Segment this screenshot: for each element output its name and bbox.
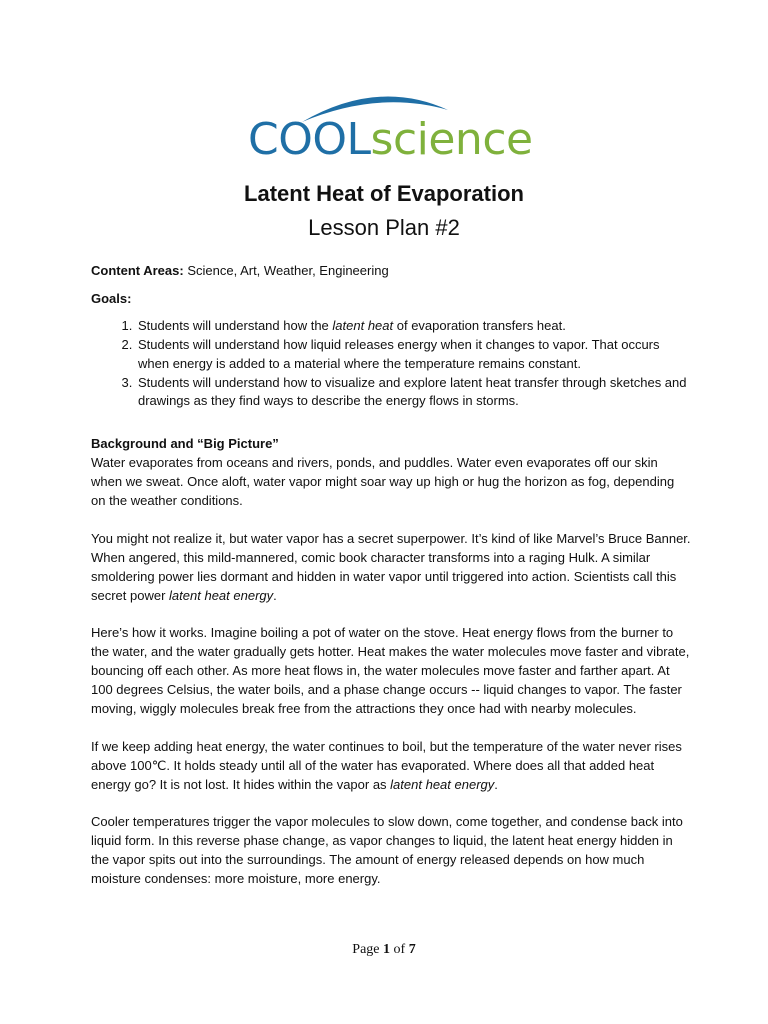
background-paragraph-1: Water evaporates from oceans and rivers, ponds, and puddles. Water even evaporates off our skin when we sweat. Once aloft, water vapor might soar way up high or hug the horizon as fog, depending on the weather conditions. bbox=[91, 455, 675, 509]
total-pages-number: 7 bbox=[408, 942, 416, 957]
goal-1-text-pre: Students will understand how the bbox=[138, 317, 333, 333]
current-page-number: 1 bbox=[383, 942, 391, 957]
page-footer bbox=[0, 942, 768, 958]
document-body bbox=[91, 262, 691, 889]
background-paragraph-3: Here’s how it works. Imagine boiling a pot of water on the stove. Heat energy flows from the burner to the water, and the water gradually gets hotter. Heat makes the water molecules move faster and vibrate, bouncing off each other. As more heat flows in, the water molecules move faster and farther apart. At 100 degrees Celsius, the water boils, and a phase change occurs -- liquid changes to vapor. The faster moving, wiggly molecules break free from the attractions they once had with nearby molecules. bbox=[91, 625, 690, 716]
goal-item bbox=[136, 336, 691, 374]
background-paragraph-5: Cooler temperatures trigger the vapor molecules to slow down, come together, and condense back into liquid form. In this reverse phase change, as vapor changes to liquid, the latent heat energy hidden in the vapor spits out into the surroundings. The amount of energy released depends on how much moisture condenses: more moisture, more energy. bbox=[91, 814, 683, 887]
content-areas-line bbox=[91, 262, 691, 281]
paragraph-2-end: . bbox=[273, 587, 277, 603]
paragraph-2-emphasis: latent heat energy bbox=[169, 587, 274, 603]
goal-1-text-post: of evaporation transfers heat. bbox=[393, 317, 566, 333]
goal-1-emphasis: latent heat bbox=[332, 317, 394, 333]
content-areas-value: Science, Art, Weather, Engineering bbox=[183, 263, 389, 278]
background-heading: Background and “Big Picture” bbox=[91, 436, 279, 452]
goals-list bbox=[91, 317, 691, 412]
paragraph-4-emphasis: latent heat energy bbox=[390, 776, 495, 792]
document-title: Latent Heat of Evaporation bbox=[244, 181, 524, 206]
of-word: of bbox=[390, 942, 409, 957]
paragraph-4-end: . bbox=[494, 776, 498, 792]
logo-cool-text: COOL bbox=[248, 114, 371, 165]
background-paragraph-2 bbox=[91, 530, 691, 606]
content-areas-label: Content Areas: bbox=[91, 263, 184, 278]
document-subtitle: Lesson Plan #2 bbox=[308, 215, 460, 240]
paragraph-4-text: If we keep adding heat energy, the water continues to boil, but the temperature of the water never rises above 100℃. It holds steady until all of the water has evaporated. Where does all that added heat energy go? It is not lost. It hides within the vapor as bbox=[91, 738, 682, 792]
goal-item bbox=[136, 317, 691, 336]
paragraph-2-text: You might not realize it, but water vapor has a secret superpower. It’s kind of like Marvel’s Bruce Banner. When angered, this mild-mannered, comic book character transforms into a raging Hulk. A similar smoldering power lies dormant and hidden in water vapor until triggered into action. Scientists call this secret power bbox=[91, 530, 691, 603]
page-word: Page bbox=[352, 942, 384, 957]
logo-science-text: science bbox=[370, 114, 533, 165]
goals-label: Goals: bbox=[91, 290, 132, 306]
goal-2-text: Students will understand how liquid releases energy when it changes to vapor. That occurs when energy is added to a material where the temperature remains constant. bbox=[138, 336, 660, 371]
goal-item bbox=[136, 374, 691, 412]
logo-wordmark bbox=[248, 114, 533, 165]
coolscience-logo bbox=[248, 88, 533, 168]
goal-3-text: Students will understand how to visualize and explore latent heat transfer through sketches and drawings as they find ways to describe the energy flows in storms. bbox=[138, 374, 687, 409]
background-paragraph-4 bbox=[91, 738, 691, 795]
